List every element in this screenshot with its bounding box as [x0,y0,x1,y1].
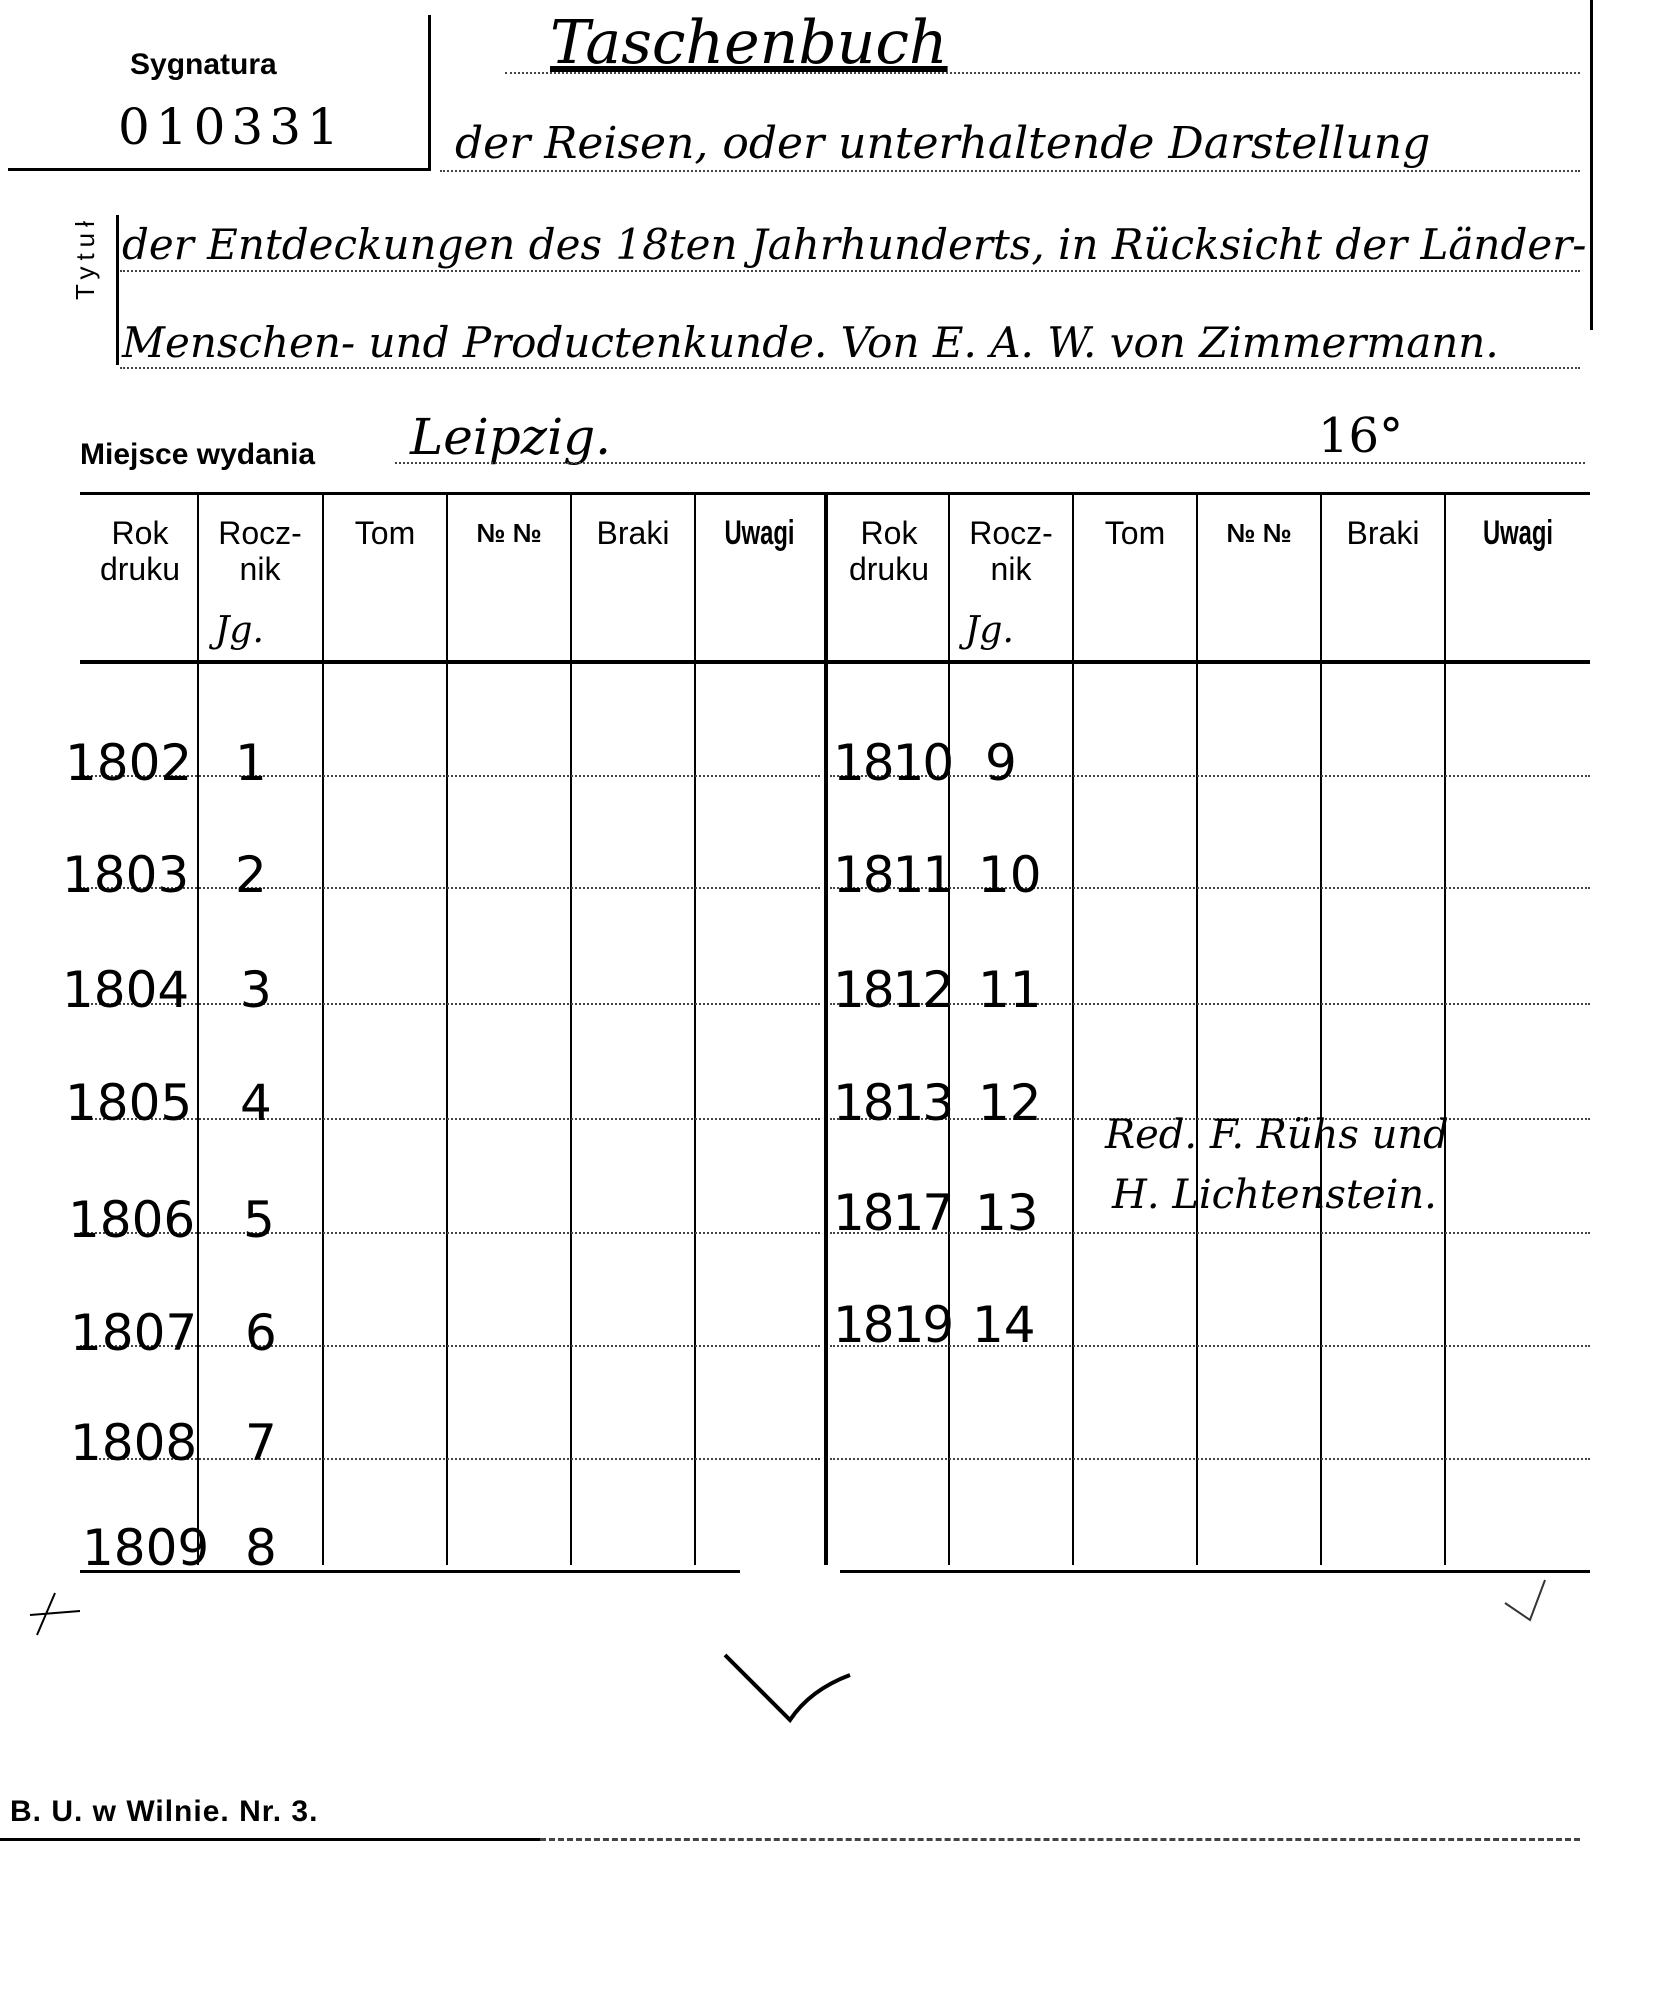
right-vol: 10 [978,846,1042,904]
left-year: 1803 [62,846,190,904]
left-vol: 4 [240,1074,272,1132]
title-line-3: Menschen- und Productenkunde. Von E. A. W. von Zimmermann. [122,318,1499,367]
right-year: 1813 [833,1074,953,1132]
right-vol: 9 [985,734,1017,792]
place-label: Miejsce wydania [80,438,316,471]
col-line [322,495,324,1565]
header-tom: Tom [1104,515,1166,551]
right-edge-line [1590,0,1593,330]
check-mark-icon [1500,1575,1560,1635]
remark-line-2: H. Lichtenstein. [1112,1172,1437,1218]
title-heading: Taschenbuch [550,8,948,78]
table-top-rule [80,492,1590,495]
header-rocznik: Rocz- nik [969,515,1053,587]
title-line-2: der Entdeckungen des 18ten Jahrhunderts, in Rücksicht der Länder- [122,220,1587,269]
header-numery: № № [476,518,542,548]
title-bracket [116,215,119,365]
col-line [1196,495,1198,1565]
signature-value: 010331 [118,98,345,156]
left-year: 1802 [65,734,193,792]
place-value: Leipzig. [410,408,612,466]
title-line-1: der Reisen, oder unterhaltende Darstellung [455,118,1431,169]
cross-mark-icon [25,1585,85,1645]
right-year: 1817 [833,1184,953,1242]
left-vol: 3 [240,961,272,1019]
header-uwagi: Uwagi [1482,514,1554,552]
swoosh-mark-icon [720,1650,860,1730]
header-rok-druku: Rok druku [848,515,930,587]
left-vol: 7 [245,1414,277,1472]
row-separator [80,887,820,889]
left-vol: 2 [235,846,267,904]
header-braki: Braki [596,515,670,551]
remark-line-1: Red. F. Rühs und [1105,1112,1449,1158]
signature-underline [8,168,428,171]
col-line [948,495,950,1565]
footer-dashed-rule [540,1838,1580,1841]
footer-rule [0,1838,540,1841]
right-vol: 13 [975,1184,1039,1242]
col-line [197,495,199,1565]
title-line-1-dots [440,170,1580,172]
col-line [694,495,696,1565]
title-line-2-dots [120,270,1580,272]
left-vol: 6 [245,1304,277,1362]
col-line [1072,495,1074,1565]
title-side-label: Tytuł [70,215,100,300]
right-vol: 12 [978,1074,1042,1132]
right-year: 1810 [833,734,953,792]
header-rocznik-note: Jg. [215,610,264,651]
right-year: 1819 [833,1296,953,1354]
left-vol: 1 [235,734,267,792]
right-year: 1811 [833,846,953,904]
place-dotted-line [395,462,1585,464]
left-vol: 8 [245,1519,277,1577]
table-header-rule [80,660,1590,664]
header-tom: Tom [354,515,416,551]
signature-divider [428,15,431,171]
left-year: 1806 [68,1191,196,1249]
left-year: 1804 [62,961,190,1019]
right-vol: 11 [978,961,1042,1019]
col-line [1320,495,1322,1565]
header-numery: № № [1226,518,1292,548]
footer-text: B. U. w Wilnie. Nr. 3. [10,1795,319,1828]
right-year: 1812 [833,961,953,1019]
left-year: 1809 [82,1519,210,1577]
right-vol: 14 [972,1296,1036,1354]
heading-dotted-line [505,72,1580,74]
col-line [1444,495,1446,1565]
title-line-3-dots [120,367,1580,369]
row-separator [830,1458,1590,1460]
col-line [446,495,448,1565]
col-line [570,495,572,1565]
center-divider [824,495,828,1565]
row-separator [80,1003,820,1005]
header-rocznik-note: Jg. [965,610,1014,651]
header-rocznik: Rocz- nik [218,515,302,587]
header-uwagi: Uwagi [724,514,795,552]
signature-label: Sygnatura [130,48,277,81]
left-year: 1805 [65,1074,193,1132]
left-year: 1807 [70,1304,198,1362]
header-rok-druku: Rok druku [99,515,181,587]
left-vol: 5 [243,1191,275,1249]
left-year: 1808 [70,1414,198,1472]
header-braki: Braki [1346,515,1420,551]
format-value: 16° [1318,408,1404,464]
table-bottom-rule-right [840,1570,1590,1573]
